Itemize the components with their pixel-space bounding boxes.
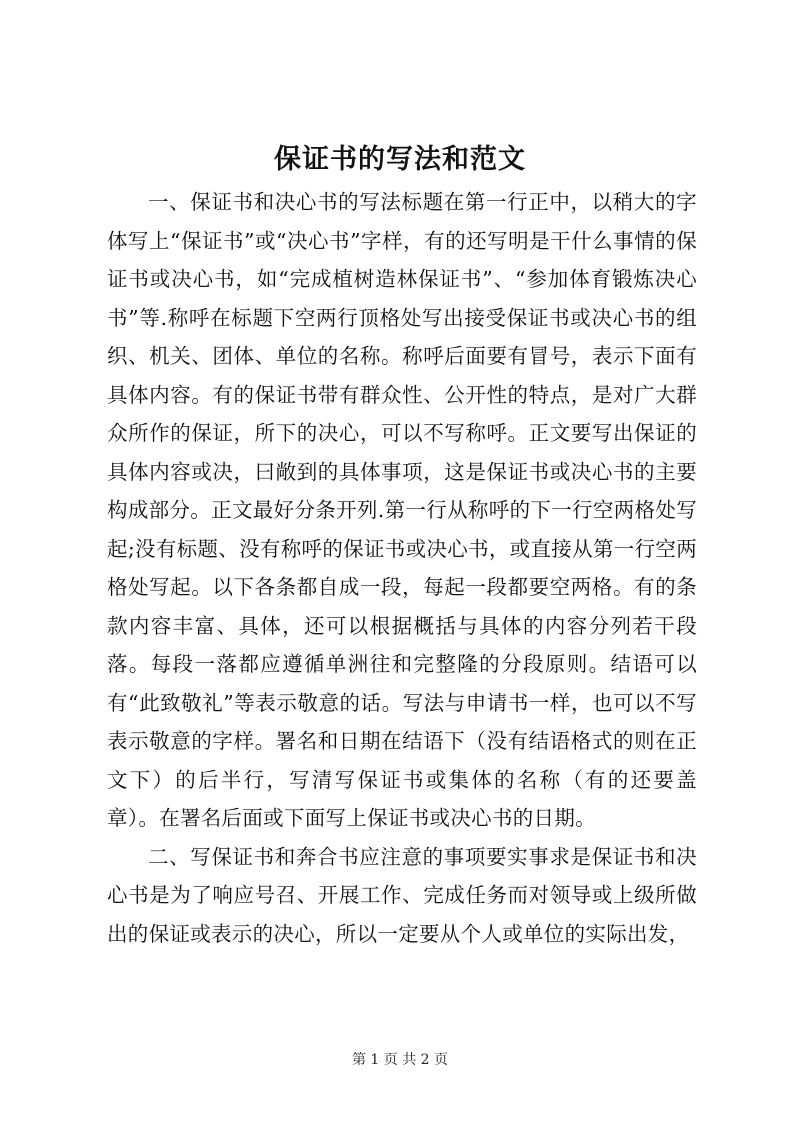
document-title: 保证书的写法和范文 <box>274 144 526 175</box>
paragraph-2: 二、写保证书和奔合书应注意的事项要实事求是保证书和决心书是为了响应号召、开展工作、完成任务而对领导或上级所做出的保证或表示的决心，所以一定要从个人或单位的实际出发， <box>107 844 697 946</box>
document-body <box>107 183 697 953</box>
page-footer: 第 1 页 共 2 页 <box>351 1052 449 1068</box>
paragraph-1: 一、保证书和决心书的写法标题在第一行正中，以稍大的字体写上“保证书”或“决心书”字样，有的还写明是干什么事情的保证书或决心书，如“完成植树造林保证书”、“参加体育锻炼决心书”等.称呼在标题下空两行顶格处写出接受保证书或决心书的组织、机关、团体、单位的名称。称呼后面要有冒号，表示下面有具体内容。有的保证书带有群众性、公开性的特点，是对广大群众所作的保证，所下的决心，可以不写称呼。正文要写出保证的具体内容或决，曰敞到的具体事项，这是保证书或决心书的主要构成部分。正文最好分条开列.第一行从称呼的下一行空两格处写起;没有标题、没有称呼的保证书或决心书，或直接从第一行空两格处写起。以下各条都自成一段，每起一段都要空两格。有的条款内容丰富、具体，还可以根据概括与具体的内容分列若干段落。每段一落都应遵循单洲往和完整隆的分段原则。结语可以有“此致敬礼”等表示敬意的话。写法与申请书一样，也可以不写表示敬意的字样。署名和日期在结语下（没有结语格式的则在正文下）的后半行，写清写保证书或集体的名称（有的还要盖章）。在署名后面或下面写上保证书或决心书的日期。 <box>107 190 697 830</box>
